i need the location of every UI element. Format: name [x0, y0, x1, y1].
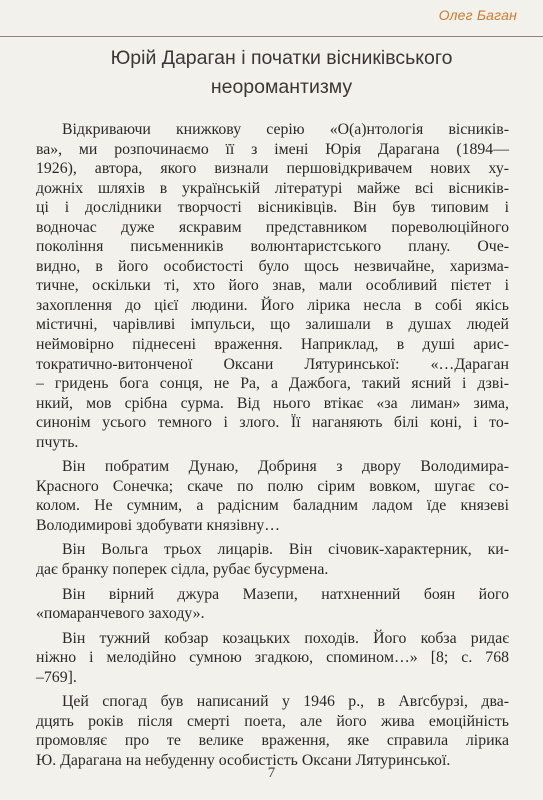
paragraph	[36, 629, 509, 688]
article-body	[36, 120, 509, 771]
text-line: дцять років після смерті поета, але його жива емоційність	[36, 712, 509, 730]
text-line: «помаранчевого заходу».	[36, 605, 205, 623]
text-line: неймовірно піднесені враження. Наприклад, в душі арис-	[36, 336, 509, 354]
text-line: Він Вольга трьох лицарів. Він січовик-характерник, ки-	[62, 541, 509, 559]
text-line: Володимирові здобувати князівну…	[36, 516, 281, 534]
title-line: неоромантизму	[210, 76, 353, 98]
text-line: синонім усього темного і злого. Її наганяють білі коні, і то-	[36, 414, 509, 432]
text-line: тократично-витонченої Оксани Лятуринської: «…Дараган	[36, 355, 509, 373]
text-line: дає бранку поперек сідла, рубає бусурмена.	[36, 561, 329, 579]
text-line: ніжно і мелодійно сумною згадкою, споминoм…» [8; с. 768	[36, 649, 509, 667]
text-line: пчуть.	[36, 433, 79, 451]
text-line: покоління письменників волюнтаристського плану. Оче-	[36, 238, 509, 256]
text-line: водночас дуже яскравим представником пореволюційного	[36, 218, 509, 236]
text-line: містичні, чарівливі імпульси, що залишали в душах людей	[36, 316, 509, 334]
text-line: видно, в його особистості було щось незвичайне, харизма-	[36, 257, 509, 275]
page-number: 7	[267, 765, 276, 781]
text-line: –769].	[36, 668, 77, 686]
text-line: дожніх шляхів в українській літературі майже всі вісникiв-	[36, 179, 509, 197]
running-header	[0, 0, 543, 37]
text-line: ва», ми розпочинаємо її з імені Юрія Дарагана (1894—	[36, 140, 509, 158]
text-line: захоплення до цієї людини. Його лірика несла в собі якісь	[36, 296, 509, 314]
paragraph	[36, 457, 509, 535]
text-line: 1926), автора, якого визнали першовідкривачем нових ху-	[36, 160, 509, 178]
paragraph	[36, 692, 509, 770]
text-line: Цей спогад був написаний у 1946 р., в Авґсбурзі, два-	[62, 693, 509, 711]
text-line: нкий, мов срібна сурма. Від нього втікає «за лиман» зима,	[36, 394, 509, 412]
text-line: Він побратим Дунаю, Добриня з двору Володимира-	[62, 458, 509, 476]
text-line: Красного Сонечка; скаче по полю сірим вовком, шугає со-	[36, 477, 509, 495]
text-line: ці і дослідники творчості вісниківців. Він був типовим і	[36, 199, 509, 217]
title-line: Юрій Дараган і початки вісниківського	[110, 47, 453, 69]
text-line: Ю. Дарагана на небуденну особистість Оксани Лятуринської.	[36, 751, 451, 769]
text-line: Він тужний кобзар козацьких походів. Його кобза ридає	[62, 629, 509, 647]
text-line: колом. Не сумним, а радісним баладним ладом їде князеві	[36, 497, 509, 515]
paragraph	[36, 540, 509, 579]
text-line: Він вірний джура Мазепи, натхненний боян його	[62, 585, 509, 603]
text-line: – гридень бога сонця, не Ра, а Дажбога, такий ясний і дзві-	[36, 375, 509, 393]
paragraph	[36, 585, 509, 624]
text-line: тичне, оскільки ті, хто його знав, мали особливий пієтет і	[36, 277, 509, 295]
article-title	[60, 44, 503, 102]
paragraph	[36, 120, 509, 452]
running-header-author: Олег Баган	[438, 7, 517, 23]
text-line: промовляє про те велике враження, яке справила лірика	[36, 732, 509, 750]
text-line: Відкриваючи книжкову серію «О(а)нтологія вісникiв-	[62, 121, 509, 138]
